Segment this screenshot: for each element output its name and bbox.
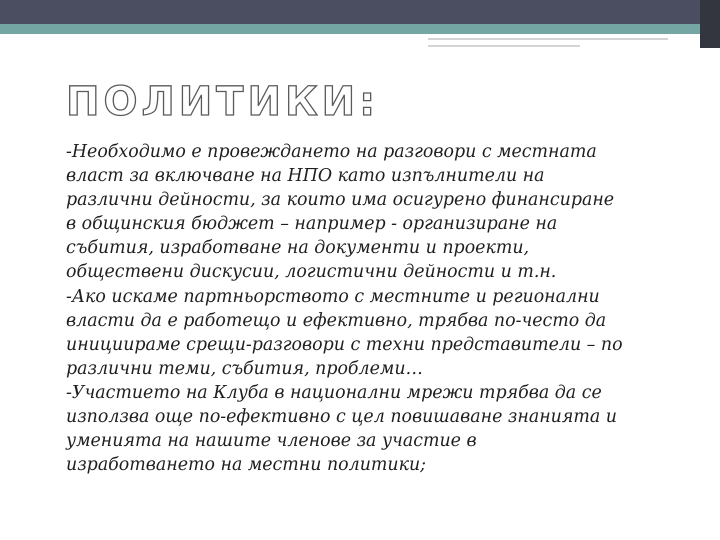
text-line: власт за включване на НПО като изпълнители на: [66, 166, 545, 187]
text-line: събития, изработване на документи и проекти,: [66, 238, 530, 259]
paragraph-networks: [66, 381, 676, 477]
text-line: уменията на нашите членове за участие в: [66, 431, 477, 452]
accent-band: [0, 24, 720, 34]
text-line: използва още по-ефективно с цел повишаване знанията и: [66, 407, 617, 428]
text-line: инициираме срещи-разговори с техни представители – по: [66, 334, 623, 355]
decorative-rule-short: [428, 45, 580, 47]
header-bar: [0, 0, 720, 24]
slide-body: [66, 140, 676, 477]
corner-block: [700, 0, 720, 48]
text-line: различни теми, събития, проблеми…: [66, 358, 423, 379]
text-line: изработването на местни политики;: [66, 455, 427, 476]
text-line: -Ако искаме партньорството с местните и регионални: [66, 286, 600, 307]
slide-title: ПОЛИТИКИ:: [66, 79, 380, 125]
text-line: власти да е работещо и ефективно, трябва по-често да: [66, 310, 607, 331]
text-line: различни дейности, за които има осигурено финансиране: [66, 190, 615, 211]
paragraph-partnership: [66, 285, 676, 381]
text-line: обществени дискусии, логистични дейности и т.н.: [66, 262, 557, 283]
decorative-rule-long: [428, 38, 668, 40]
text-line: в общинския бюджет – например - организиране на: [66, 214, 558, 235]
text-line: -Участието на Клуба в национални мрежи трябва да се: [66, 382, 602, 403]
text-line: -Необходимо е провеждането на разговори с местната: [66, 142, 597, 162]
paragraph-negotiations: [66, 140, 676, 285]
